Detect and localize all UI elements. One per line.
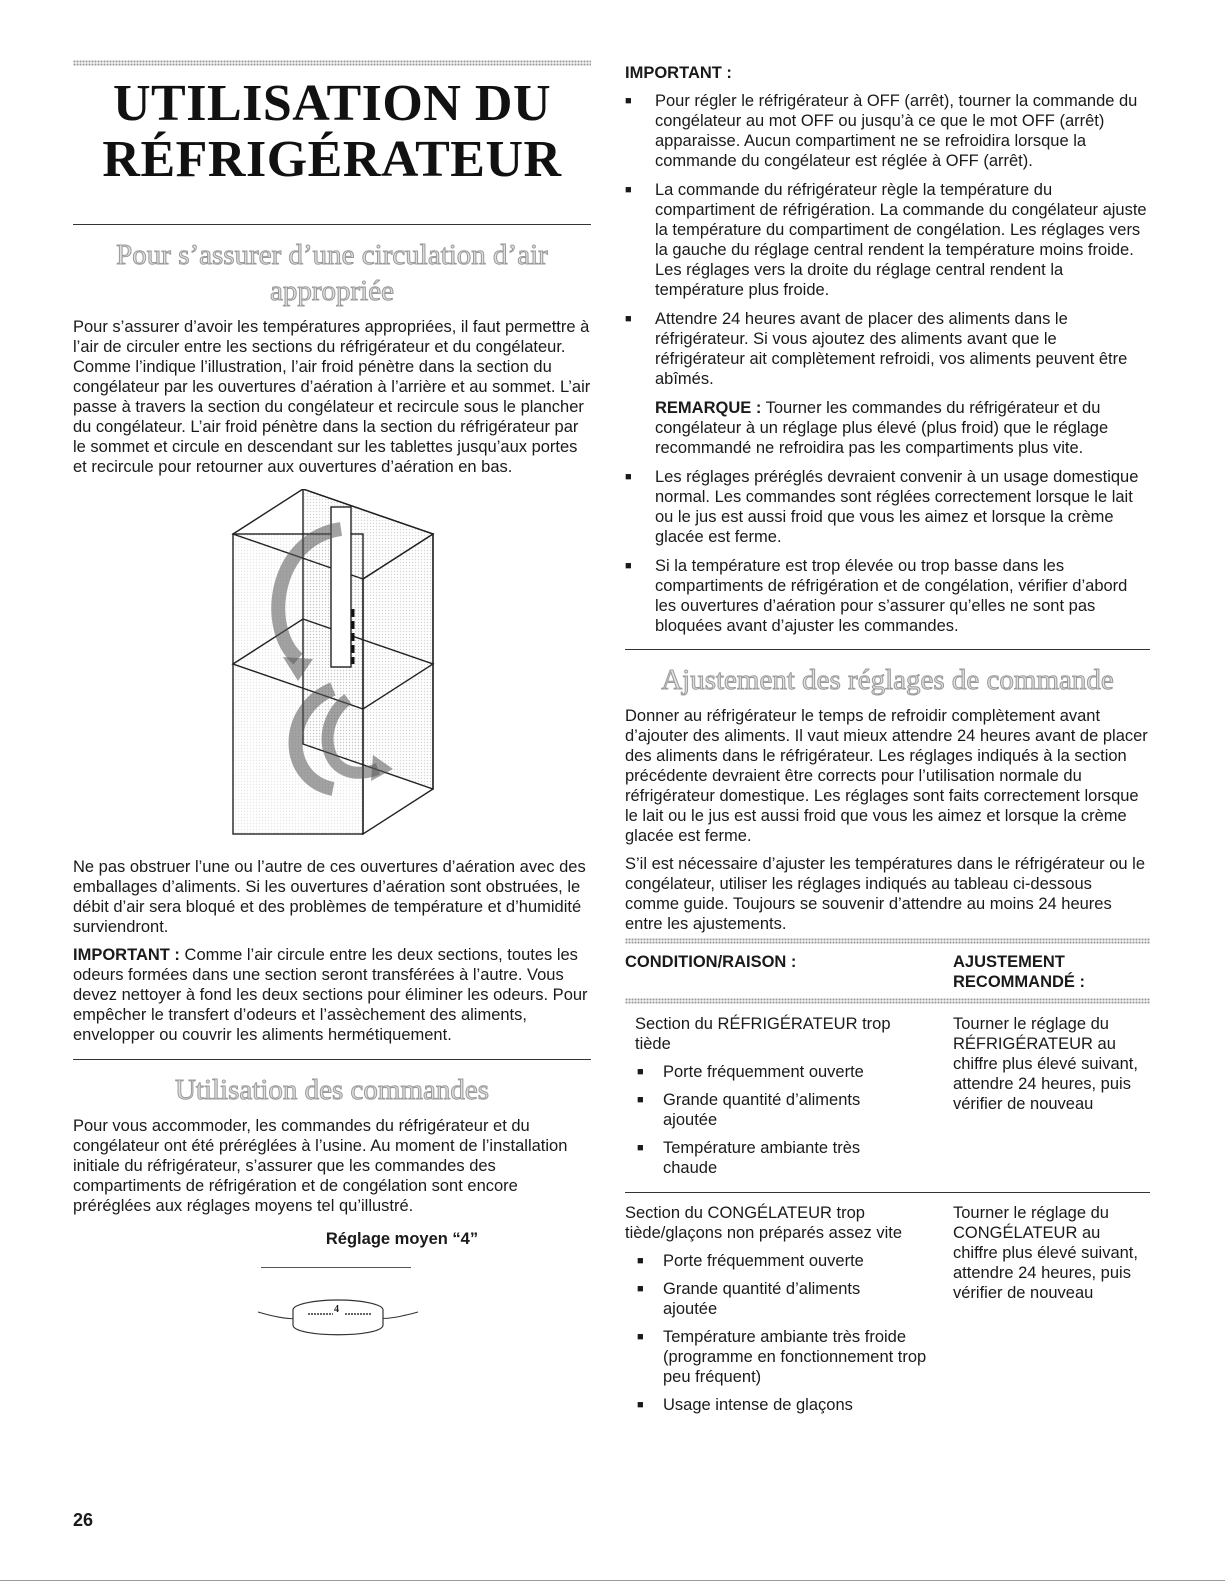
dial-number: 4 (334, 1304, 339, 1315)
divider (73, 1059, 591, 1060)
condition-text: Section du CONGÉLATEUR trop tiède/glaçons non préparés assez vite (625, 1204, 903, 1242)
list-item: ■ Attendre 24 heures avant de placer des aliments dans le réfrigérateur. Si vous ajoutez des aliments avant que le réfrigérateur ait complètement refroidi, vos aliments peuvent être abîmés. (625, 309, 1150, 389)
header-adjustment-line1: AJUSTEMENT (953, 953, 1065, 971)
list-item: ■ Porte fréquemment ouverte (625, 1062, 953, 1082)
table-row (625, 1004, 1150, 1192)
header-condition: CONDITION/RAISON : (625, 953, 797, 971)
air-circulation-paragraph: Pour s’assurer d’avoir les températures appropriées, il faut permettre à l’air de circuler entre les sections du réfrigérateur et du congélateur. Comme l’indique l’illustration, l’air froid pénètre dans la section du congélateur par les ouvertures d’aération à l’arrière et au sommet. L’air passe à travers la section du congélateur et recircule sous le plancher du congélateur. L’air froid pénètre dans la section du réfrigérateur par le sommet et circule en descendant sur les tablettes jusqu’aux portes et recircule pour retourner aux ouvertures d’aération en bas. (73, 318, 591, 476)
important-label: IMPORTANT : (73, 946, 180, 964)
list-item: ■ Porte fréquemment ouverte (625, 1251, 953, 1271)
remarque-note (625, 398, 1150, 458)
remarque-label: REMARQUE : (655, 399, 762, 417)
list-item: ■ Si la température est trop élevée ou trop basse dans les compartiments de réfrigération et de congélation, vérifier d’abord les ouvertures d’aération pour s’assurer qu’elles ne sont pas bloquées avant d’ajuster les commandes. (625, 556, 1150, 636)
header-adjustment (953, 952, 1148, 992)
control-dial-illustration (253, 1290, 423, 1345)
odor-important-paragraph (73, 945, 591, 1045)
section-title-controls: Utilisation des commandes (174, 1074, 490, 1106)
table-row (625, 1193, 1150, 1429)
adjustments-paragraph-1: Donner au réfrigérateur le temps de refroidir complètement avant d’ajouter des aliments. Il vaut mieux attendre 24 heures avant de placer des aliments dans le réfrigérateur. Les réglages indiqués à la section précédente devraient être corrects pour l’utilisation normale du réfrigérateur domestique. Les réglages sont faits correctement lorsque le lait ou le jus est aussi froid que vous les aimez et lorsque la crème glacée est ferme. (625, 707, 1148, 845)
section-title-air-circulation: Pour s’assurer d’une circulation d’air appropriée (116, 239, 548, 307)
table-header (625, 944, 1150, 998)
dial-caption: Réglage moyen “4” (325, 1230, 479, 1248)
vent-warning-paragraph: Ne pas obstruer l’une ou l’autre de ces ouvertures d’aération avec des emballages d’aliments. Si les ouvertures d’aération sont obstruées, le débit d’air sera bloqué et des problèmes de température et d’humidité surviendront. (73, 858, 586, 936)
section-title-adjustments: Ajustement des réglages de commande (661, 664, 1114, 696)
divider (73, 224, 591, 225)
condition-cell (625, 1203, 953, 1423)
header-adjustment-line2: RECOMMANDÉ : (953, 973, 1085, 991)
remarque-text: Tourner les commandes du réfrigérateur et du congélateur à un réglage plus élevé (plus froid) que le réglage recommandé ne refroidira pas les compartiments plus vite. (655, 399, 1109, 457)
list-item: ■ Température ambiante très froide (programme en fonctionnement trop peu fréquent) (625, 1327, 953, 1387)
reason-list (625, 1251, 953, 1415)
adjustments-paragraph-2: S’il est nécessaire d’ajuster les températures dans le réfrigérateur ou le congélateur, utiliser les réglages indiqués au tableau ci-dessous comme guide. Toujours se souvenir d’attendre au moins 24 heures entre les ajustements. (625, 855, 1146, 933)
left-column (73, 60, 591, 1345)
controls-paragraph: Pour vous accommoder, les commandes du réfrigérateur et du congélateur ont été préréglées à l’usine. Au moment de l’installation initiale du réfrigérateur, s’assurer que les commandes des compartiments de réfrigération et de congélation sont encore préréglées aux réglages moyens tel qu’illustré. (73, 1117, 568, 1215)
adjust-cell: Tourner le réglage du RÉFRIGÉRATEUR au chiffre plus élevé suivant, attendre 24 heures, puis vérifier de nouveau (953, 1015, 1138, 1113)
list-item: ■ Pour régler le réfrigérateur à OFF (arrêt), tourner la commande du congélateur au mot OFF ou jusqu’à ce que le mot OFF (arrêt) apparaisse. Aucun compartiment ne se refroidira lorsque la commande du congélateur est réglée à OFF (arrêt). (625, 91, 1150, 171)
condition-cell (625, 1014, 953, 1186)
top-dotted-rule (73, 60, 591, 66)
page-title: UTILISATION DU RÉFRIGÉRATEUR (102, 75, 562, 188)
list-item: ■ Température ambiante très chaude (625, 1138, 953, 1178)
odor-text: Comme l’air circule entre les deux sections, toutes les odeurs formées dans une section seront transférées à l’autre. Vous devez nettoyer à fond les deux sections pour éliminer les odeurs. Pour empêcher le transfert d’odeurs et l’assèchement des aliments, envelopper ou couvrir les aliments hermétiquement. (73, 946, 588, 1044)
divider (625, 649, 1150, 650)
right-column (625, 64, 1150, 1429)
bottom-rule (0, 1580, 1225, 1581)
airflow-illustration (213, 489, 473, 839)
list-item: ■ Grande quantité d’aliments ajoutée (625, 1090, 953, 1130)
list-item: ■ La commande du réfrigérateur règle la température du compartiment de réfrigération. La commande du congélateur ajuste la température du compartiment de congélation. Les réglages vers la gauche du réglage central rendent la température moins froide. Les réglages vers la droite du réglage central rendent la température plus froide. (625, 180, 1150, 300)
reason-list (625, 1062, 953, 1178)
important-list-continued (625, 467, 1150, 636)
list-item: ■ Grande quantité d’aliments ajoutée (625, 1279, 953, 1319)
list-item: ■ Les réglages préréglés devraient convenir à un usage domestique normal. Les commandes sont réglées correctement lorsque le lait ou le jus est aussi froid que vous les aimez et lorsque la crème glacée est ferme. (625, 467, 1150, 547)
adjust-cell: Tourner le réglage du CONGÉLATEUR au chiffre plus élevé suivant, attendre 24 heures, puis vérifier de nouveau (953, 1204, 1138, 1302)
page-number: 26 (73, 1510, 94, 1530)
list-item: ■ Usage intense de glaçons (625, 1395, 953, 1415)
important-heading: IMPORTANT : (625, 64, 732, 82)
condition-text: Section du RÉFRIGÉRATEUR trop tiède (635, 1015, 891, 1053)
important-list (625, 91, 1150, 389)
caption-rule (261, 1267, 411, 1268)
